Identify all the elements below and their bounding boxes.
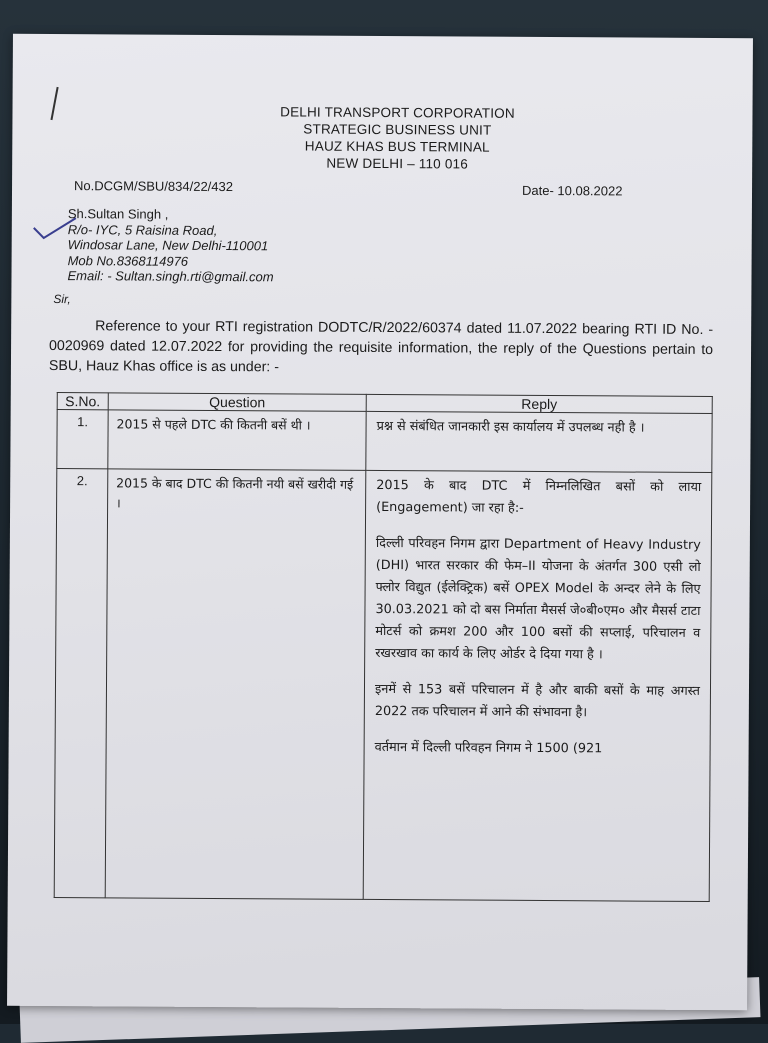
org-name: DELHI TRANSPORT CORPORATION <box>280 104 515 121</box>
address-line-1: R/o- IYC, 5 Raisina Road, <box>67 221 218 238</box>
reference-number: No.DCGM/SBU/834/22/432 <box>74 178 234 195</box>
unit-name: STRATEGIC BUSINESS UNIT <box>303 121 492 138</box>
body-paragraph <box>49 316 713 380</box>
body-text: Reference to your RTI registration DODTC/R/2022/60374 dated 11.07.2022 bearing RTI ID No. - 0020969 dated 12.07.2022 for providing the requisite information, the reply of the Questions pertain to SBU, Hauz Khas office is as under: - <box>48 318 714 376</box>
rti-reply-table <box>54 392 713 902</box>
letter-page <box>7 34 753 1011</box>
header-question: Question <box>108 393 366 412</box>
table-row <box>54 469 712 902</box>
recipient-name: Sh.Sultan Singh , <box>67 206 169 222</box>
row-question: 2015 के बाद DTC की कितनी नयी बसें खरीदी गई । <box>105 469 366 900</box>
mobile-number: Mob No.8368114976 <box>67 252 189 269</box>
salutation: Sir, <box>53 292 71 307</box>
address-line-2: Windosar Lane, New Delhi-110001 <box>67 237 269 254</box>
email-address: Email: - Sultan.singh.rti@gmail.com <box>67 268 274 285</box>
reply-paragraph: दिल्ली परिवहन निगम द्वारा Department of Heavy Industry (DHI) भारत सरकार की फेम–II योजना के अंतर्गत 300 एसी लो फ्लोर विद्युत (ईलेक्ट्रिक) बसें OPEX Model के अन्दर लेने के लिए 30.03.2021 को दो बस निर्माता मैसर्स जे०बी०एम० और मैसर्स टाटा मोटर्स को क्रमश 200 और 100 बसों की सप्लाई, परिचालन व रखरखाव का कार्य के लिए ओर्डर दे दिया गया है । <box>375 535 701 663</box>
reply-paragraph: 2015 के बाद DTC में निम्नलिखित बसों को लाया (Engagement) जा रहा है:- <box>376 477 702 516</box>
reply-paragraph: वर्तमान में दिल्ली परिवहन निगम ने 1500 (921 <box>374 739 603 757</box>
city-pin: NEW DELHI – 110 016 <box>326 155 469 172</box>
letter-date: Date- 10.08.2022 <box>521 182 623 199</box>
reply-paragraph: प्रश्न से संबंधित जानकारी इस कार्यालय में उपलब्ध नही है । <box>376 418 645 436</box>
reply-paragraph: इनमें से 153 बसें परिचालन में है और बाकी बसों के माह अगस्त 2022 तक परिचालन में आने की संभावना है। <box>374 681 701 721</box>
row-sno: 1. <box>57 410 108 469</box>
row-reply <box>363 470 712 901</box>
header-reply: Reply <box>366 394 712 413</box>
header-sno: S.No. <box>57 393 108 410</box>
letter-header <box>12 102 752 175</box>
row-sno: 2. <box>54 469 108 898</box>
terminal-name: HAUZ KHAS BUS TERMINAL <box>304 138 490 155</box>
table-row <box>57 410 712 473</box>
recipient-address <box>67 206 274 285</box>
row-question: 2015 से पहले DTC की कितनी बसें थी । <box>108 410 366 471</box>
row-reply <box>366 411 712 472</box>
